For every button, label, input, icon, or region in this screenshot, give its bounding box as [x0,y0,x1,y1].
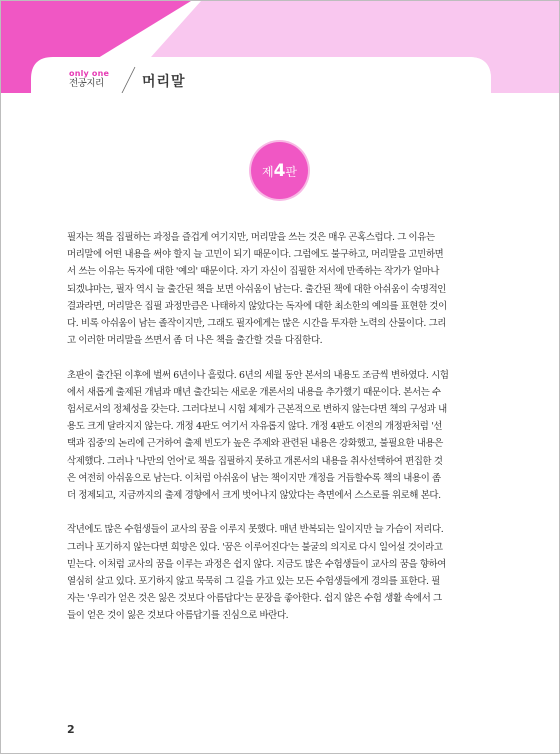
paragraph-line: 머리말에 어떤 내용을 써야 할지 늘 고민이 되기 때문이다. 그럼에도 불구하고, 머리말을 고민하면 [67,249,444,261]
edition-number: 4 [273,160,286,181]
paragraph-line: 다. 비록 아쉬움이 남는 졸작이지만, 그래도 필자에게는 많은 시간을 투자한 노력의 산물이다. 그리 [67,318,446,330]
edition-prefix: 제 [261,164,274,179]
paragraph-line: 삭제했다. 그러나 '나만의 언어'로 책을 집필하지 못하고 개론서의 내용을 취사선택하여 편집한 것 [67,455,443,467]
paragraph-line: 자는 '우리가 얻은 것은 잃은 것보다 아름답다'는 문장을 좋아한다. 쉽지 않은 수험 생활 속에서 그 [67,593,442,605]
paragraph-line: 고 이러한 머리말을 쓰면서 좀 더 나은 책을 출간할 것을 다짐한다. [67,335,323,347]
paragraph-line: 필자는 책을 집필하는 과정을 즐겁게 여기지만, 머리말을 쓰는 것은 매우 곤혹스럽다. 그 이유는 [67,232,435,243]
paragraph-line: 더 정제되고, 지금까지의 출제 경향에서 크게 벗어나지 않았다는 측면에서 스스로를 위로해 본다. [67,490,441,502]
brand-title: 전공지리 [69,78,104,89]
preface-paragraph [67,229,495,349]
section-title: 머리말 [142,74,186,90]
preface-paragraph [67,367,495,505]
paragraph-line: 들이 얻은 것이 잃은 것보다 아름답기를 진심으로 바란다. [67,610,289,622]
paragraph-line: 믿는다. 이처럼 교사의 꿈을 이루는 과정은 쉽지 않다. 지금도 많은 수험생들이 교사의 꿈을 향하여 [67,558,446,570]
edition-suffix: 판 [285,164,298,179]
paragraph-line: 험서로서의 정체성을 갖는다. 그러다보니 시험 체제가 근본적으로 변하지 않는다면 책의 구성과 내 [67,404,447,416]
paragraph-line: 열심히 살고 있다. 포기하지 않고 묵묵히 그 길을 가고 있는 모든 수험생들에게 경의를 표한다. 필 [67,576,440,588]
paragraph-line: 되겠냐마는, 필자 역시 늘 출간된 책을 보면 아쉬움이 남는다. 출간된 책에 대한 아쉬움이 숙명적인 [67,283,446,295]
brand-subtitle: only one [69,69,110,78]
paragraph-line: 결과라면, 머리말은 집필 과정만큼은 나태하지 않았다는 독자에 대한 최소한의 예의를 표현한 것이 [67,300,447,312]
paragraph-line: 서 쓰는 이유는 독자에 대한 '예의' 때문이다. 자기 자신이 집필한 저서에 만족하는 작가가 얼마나 [67,266,440,278]
paragraph-line: 작년에도 많은 수험생들이 교사의 꿈을 이루지 못했다. 매년 반복되는 일이지만 늘 가슴이 저리다. [67,524,444,536]
paragraph-line: 에서 새롭게 출제된 개념과 매년 출간되는 새로운 개론서의 내용을 추가했기 때문이다. 본서는 수 [67,386,441,398]
paragraph-line: 은 여전히 아쉬움으로 남는다. 이처럼 아쉬움이 남는 책이지만 개정을 거듭할수록 책의 내용이 좀 [67,472,441,484]
paragraph-line: 초판이 출간된 이후에 벌써 6년이나 흘렀다. 6년의 세월 동안 본서의 내용도 조금씩 변하였다. 시험 [67,369,449,381]
edition-label [262,161,297,181]
page-number: 2 [67,723,75,736]
preface-paragraph [67,521,495,624]
paragraph-line: 그러나 포기하지 않는다면 희망은 있다. '꿈은 이루어진다'는 불굴의 의지로 다시 일어설 것이라고 [67,541,443,553]
paragraph-line: 용도 크게 달라지지 않는다. 개정 4판도 여기서 자유롭지 않다. 개정 4판도 이전의 개정판처럼 '선 [67,421,443,433]
brand-logo [69,69,129,90]
edition-badge [251,142,308,199]
preface-body [67,229,495,642]
paragraph-line: 택과 집중'의 논리에 근거하여 출제 빈도가 높은 주제와 관련된 내용은 강화했고, 불필요한 내용은 [67,438,443,450]
